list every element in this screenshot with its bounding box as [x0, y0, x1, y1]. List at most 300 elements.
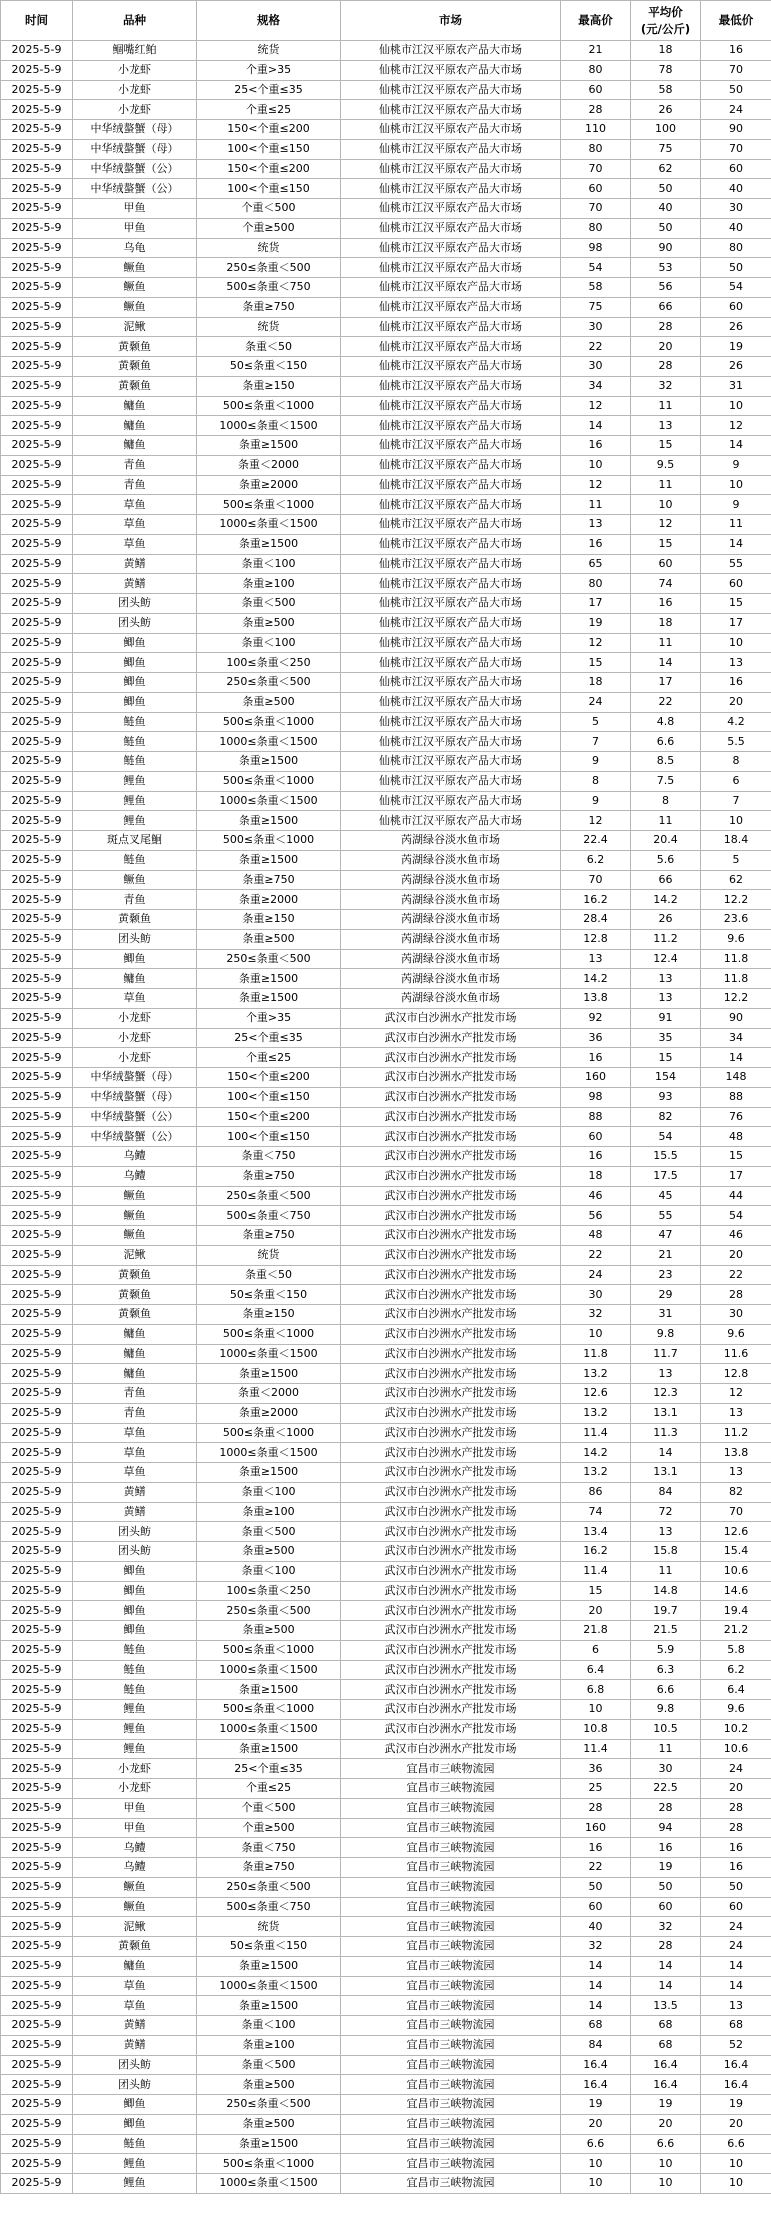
cell-min-price: 50 — [701, 258, 771, 278]
cell-spec: 500≤条重＜1000 — [197, 2154, 341, 2174]
cell-spec: 条重≥1500 — [197, 1680, 341, 1700]
cell-max-price: 68 — [561, 2016, 631, 2036]
cell-max-price: 19 — [561, 613, 631, 633]
cell-min-price: 18.4 — [701, 831, 771, 851]
table-row — [1, 633, 771, 653]
cell-avg-price: 14 — [631, 1956, 701, 1976]
table-row — [1, 1680, 771, 1700]
cell-avg-price: 8 — [631, 791, 701, 811]
cell-min-price: 10 — [701, 475, 771, 495]
cell-market: 武汉市白沙洲水产批发市场 — [341, 1324, 561, 1344]
cell-min-price: 5.8 — [701, 1640, 771, 1660]
cell-max-price: 32 — [561, 1937, 631, 1957]
cell-date: 2025-5-9 — [1, 1700, 73, 1720]
cell-min-price: 17 — [701, 613, 771, 633]
cell-min-price: 62 — [701, 870, 771, 890]
cell-market: 武汉市白沙洲水产批发市场 — [341, 1206, 561, 1226]
table-row — [1, 1245, 771, 1265]
cell-spec: 250≤条重＜500 — [197, 1877, 341, 1897]
cell-spec: 条重≥500 — [197, 929, 341, 949]
cell-variety: 黄鳝 — [73, 1502, 197, 1522]
cell-market: 仙桃市江汉平原农产品大市场 — [341, 594, 561, 614]
table-row — [1, 811, 771, 831]
cell-date: 2025-5-9 — [1, 2055, 73, 2075]
cell-spec: 250≤条重＜500 — [197, 258, 341, 278]
cell-variety: 鲤鱼 — [73, 771, 197, 791]
cell-max-price: 10 — [561, 1700, 631, 1720]
header-spec: 规格 — [197, 1, 341, 41]
cell-max-price: 160 — [561, 1068, 631, 1088]
cell-market: 芮湖绿谷淡水鱼市场 — [341, 910, 561, 930]
cell-spec: 条重≥500 — [197, 2075, 341, 2095]
cell-date: 2025-5-9 — [1, 890, 73, 910]
cell-market: 武汉市白沙洲水产批发市场 — [341, 1068, 561, 1088]
cell-market: 芮湖绿谷淡水鱼市场 — [341, 850, 561, 870]
cell-max-price: 14 — [561, 1996, 631, 2016]
cell-max-price: 36 — [561, 1028, 631, 1048]
cell-spec: 150<个重≤200 — [197, 1107, 341, 1127]
cell-max-price: 25 — [561, 1779, 631, 1799]
cell-max-price: 6 — [561, 1640, 631, 1660]
cell-variety: 鲫鱼 — [73, 692, 197, 712]
cell-market: 宜昌市三峡物流园 — [341, 2055, 561, 2075]
cell-variety: 泥鳅 — [73, 317, 197, 337]
cell-spec: 条重≥500 — [197, 1621, 341, 1641]
cell-variety: 鳙鱼 — [73, 1956, 197, 1976]
cell-max-price: 14.2 — [561, 1443, 631, 1463]
cell-variety: 鲢鱼 — [73, 1660, 197, 1680]
cell-variety: 鲤鱼 — [73, 811, 197, 831]
cell-max-price: 14 — [561, 1976, 631, 1996]
cell-max-price: 16 — [561, 534, 631, 554]
table-row — [1, 199, 771, 219]
cell-spec: 250≤条重＜500 — [197, 2095, 341, 2115]
cell-market: 仙桃市江汉平原农产品大市场 — [341, 41, 561, 61]
cell-market: 武汉市白沙洲水产批发市场 — [341, 1226, 561, 1246]
cell-date: 2025-5-9 — [1, 258, 73, 278]
cell-min-price: 44 — [701, 1186, 771, 1206]
cell-spec: 条重≥500 — [197, 1542, 341, 1562]
cell-variety: 草鱼 — [73, 1423, 197, 1443]
cell-date: 2025-5-9 — [1, 594, 73, 614]
cell-market: 仙桃市江汉平原农产品大市场 — [341, 80, 561, 100]
cell-market: 仙桃市江汉平原农产品大市场 — [341, 732, 561, 752]
cell-date: 2025-5-9 — [1, 495, 73, 515]
cell-date: 2025-5-9 — [1, 949, 73, 969]
cell-spec: 个重≤25 — [197, 1779, 341, 1799]
cell-spec: 条重＜100 — [197, 1482, 341, 1502]
cell-spec: 100<个重≤150 — [197, 139, 341, 159]
cell-avg-price: 12 — [631, 515, 701, 535]
cell-variety: 鲫鱼 — [73, 2095, 197, 2115]
cell-spec: 条重≥100 — [197, 1502, 341, 1522]
cell-spec: 个重≤25 — [197, 1048, 341, 1068]
cell-date: 2025-5-9 — [1, 2174, 73, 2194]
table-row — [1, 594, 771, 614]
cell-max-price: 98 — [561, 1087, 631, 1107]
cell-avg-price: 74 — [631, 574, 701, 594]
cell-min-price: 13 — [701, 1403, 771, 1423]
cell-avg-price: 26 — [631, 910, 701, 930]
table-row — [1, 2035, 771, 2055]
cell-date: 2025-5-9 — [1, 1147, 73, 1167]
cell-min-price: 19.4 — [701, 1601, 771, 1621]
cell-avg-price: 68 — [631, 2016, 701, 2036]
cell-spec: 条重＜750 — [197, 1147, 341, 1167]
cell-spec: 个重＜500 — [197, 1798, 341, 1818]
cell-spec: 统货 — [197, 1245, 341, 1265]
table-row — [1, 1087, 771, 1107]
cell-spec: 条重＜2000 — [197, 455, 341, 475]
cell-spec: 条重≥750 — [197, 1166, 341, 1186]
cell-variety: 中华绒螯蟹（公） — [73, 179, 197, 199]
cell-variety: 鲤鱼 — [73, 1719, 197, 1739]
cell-variety: 草鱼 — [73, 1996, 197, 2016]
cell-spec: 500≤条重＜1000 — [197, 771, 341, 791]
cell-spec: 条重≥1500 — [197, 1739, 341, 1759]
cell-date: 2025-5-9 — [1, 475, 73, 495]
cell-avg-price: 16 — [631, 1838, 701, 1858]
cell-spec: 条重≥750 — [197, 297, 341, 317]
cell-variety: 草鱼 — [73, 534, 197, 554]
cell-variety: 鳜鱼 — [73, 1206, 197, 1226]
cell-market: 武汉市白沙洲水产批发市场 — [341, 1028, 561, 1048]
cell-market: 芮湖绿谷淡水鱼市场 — [341, 929, 561, 949]
cell-date: 2025-5-9 — [1, 2134, 73, 2154]
cell-avg-price: 75 — [631, 139, 701, 159]
cell-min-price: 40 — [701, 179, 771, 199]
cell-max-price: 5 — [561, 712, 631, 732]
cell-spec: 条重≥2000 — [197, 1403, 341, 1423]
cell-variety: 鲤鱼 — [73, 2174, 197, 2194]
cell-min-price: 30 — [701, 199, 771, 219]
cell-date: 2025-5-9 — [1, 1838, 73, 1858]
cell-date: 2025-5-9 — [1, 297, 73, 317]
cell-max-price: 9 — [561, 791, 631, 811]
cell-min-price: 10 — [701, 2154, 771, 2174]
cell-market: 仙桃市江汉平原农产品大市场 — [341, 475, 561, 495]
cell-date: 2025-5-9 — [1, 357, 73, 377]
cell-spec: 100<个重≤150 — [197, 1087, 341, 1107]
table-row — [1, 2134, 771, 2154]
table-row — [1, 100, 771, 120]
table-row — [1, 1443, 771, 1463]
cell-max-price: 16 — [561, 436, 631, 456]
cell-variety: 草鱼 — [73, 989, 197, 1009]
cell-date: 2025-5-9 — [1, 910, 73, 930]
table-body — [1, 41, 771, 2194]
cell-max-price: 80 — [561, 574, 631, 594]
cell-market: 宜昌市三峡物流园 — [341, 1937, 561, 1957]
cell-min-price: 12 — [701, 1384, 771, 1404]
table-row — [1, 258, 771, 278]
cell-variety: 黄鳝 — [73, 2035, 197, 2055]
cell-avg-price: 17 — [631, 673, 701, 693]
cell-variety: 黄颡鱼 — [73, 1285, 197, 1305]
cell-max-price: 13.2 — [561, 1364, 631, 1384]
cell-spec: 个重＜500 — [197, 199, 341, 219]
cell-avg-price: 6.6 — [631, 2134, 701, 2154]
cell-avg-price: 14 — [631, 1443, 701, 1463]
cell-spec: 25<个重≤35 — [197, 80, 341, 100]
cell-min-price: 24 — [701, 100, 771, 120]
table-row — [1, 1127, 771, 1147]
cell-max-price: 12.8 — [561, 929, 631, 949]
cell-spec: 条重＜100 — [197, 2016, 341, 2036]
cell-avg-price: 11 — [631, 396, 701, 416]
cell-date: 2025-5-9 — [1, 455, 73, 475]
cell-min-price: 9.6 — [701, 929, 771, 949]
cell-avg-price: 14 — [631, 653, 701, 673]
cell-market: 武汉市白沙洲水产批发市场 — [341, 1660, 561, 1680]
table-row — [1, 1581, 771, 1601]
cell-spec: 条重≥750 — [197, 1226, 341, 1246]
cell-market: 武汉市白沙洲水产批发市场 — [341, 1364, 561, 1384]
cell-min-price: 10 — [701, 2174, 771, 2194]
cell-avg-price: 40 — [631, 199, 701, 219]
cell-date: 2025-5-9 — [1, 2114, 73, 2134]
cell-market: 仙桃市江汉平原农产品大市场 — [341, 60, 561, 80]
cell-market: 武汉市白沙洲水产批发市场 — [341, 1305, 561, 1325]
cell-variety: 草鱼 — [73, 515, 197, 535]
cell-avg-price: 6.6 — [631, 732, 701, 752]
cell-market: 仙桃市江汉平原农产品大市场 — [341, 633, 561, 653]
table-row — [1, 80, 771, 100]
cell-variety: 草鱼 — [73, 1976, 197, 1996]
cell-variety: 小龙虾 — [73, 60, 197, 80]
cell-max-price: 13 — [561, 949, 631, 969]
cell-market: 宜昌市三峡物流园 — [341, 2114, 561, 2134]
cell-avg-price: 21.5 — [631, 1621, 701, 1641]
cell-date: 2025-5-9 — [1, 989, 73, 1009]
cell-avg-price: 15 — [631, 436, 701, 456]
cell-min-price: 12 — [701, 416, 771, 436]
cell-market: 武汉市白沙洲水产批发市场 — [341, 1087, 561, 1107]
table-row — [1, 1482, 771, 1502]
cell-date: 2025-5-9 — [1, 1561, 73, 1581]
table-row — [1, 1364, 771, 1384]
cell-variety: 黄鳝 — [73, 554, 197, 574]
cell-market: 宜昌市三峡物流园 — [341, 1838, 561, 1858]
table-row — [1, 732, 771, 752]
cell-variety: 小龙虾 — [73, 1759, 197, 1779]
cell-avg-price: 22 — [631, 692, 701, 712]
cell-avg-price: 15 — [631, 1048, 701, 1068]
cell-market: 武汉市白沙洲水产批发市场 — [341, 1621, 561, 1641]
cell-spec: 条重＜750 — [197, 1838, 341, 1858]
cell-variety: 鲢鱼 — [73, 850, 197, 870]
table-row — [1, 120, 771, 140]
cell-spec: 150<个重≤200 — [197, 159, 341, 179]
cell-variety: 鳙鱼 — [73, 436, 197, 456]
cell-spec: 100≤条重＜250 — [197, 653, 341, 673]
cell-date: 2025-5-9 — [1, 1621, 73, 1641]
cell-max-price: 30 — [561, 357, 631, 377]
cell-min-price: 14 — [701, 1956, 771, 1976]
cell-avg-price: 5.6 — [631, 850, 701, 870]
cell-min-price: 6.6 — [701, 2134, 771, 2154]
cell-avg-price: 68 — [631, 2035, 701, 2055]
table-row — [1, 159, 771, 179]
table-row — [1, 1463, 771, 1483]
cell-spec: 条重＜100 — [197, 554, 341, 574]
cell-avg-price: 18 — [631, 41, 701, 61]
cell-avg-price: 21 — [631, 1245, 701, 1265]
cell-market: 仙桃市江汉平原农产品大市场 — [341, 297, 561, 317]
cell-variety: 青鱼 — [73, 1403, 197, 1423]
cell-avg-price: 32 — [631, 1917, 701, 1937]
cell-variety: 鲫鱼 — [73, 633, 197, 653]
table-row — [1, 337, 771, 357]
cell-date: 2025-5-9 — [1, 218, 73, 238]
cell-market: 宜昌市三峡物流园 — [341, 1897, 561, 1917]
cell-market: 宜昌市三峡物流园 — [341, 1798, 561, 1818]
cell-max-price: 19 — [561, 2095, 631, 2115]
cell-min-price: 46 — [701, 1226, 771, 1246]
cell-market: 仙桃市江汉平原农产品大市场 — [341, 357, 561, 377]
table-row — [1, 1956, 771, 1976]
cell-max-price: 80 — [561, 218, 631, 238]
cell-market: 仙桃市江汉平原农产品大市场 — [341, 278, 561, 298]
table-row — [1, 1818, 771, 1838]
table-row — [1, 1068, 771, 1088]
cell-max-price: 22 — [561, 1245, 631, 1265]
table-row — [1, 2154, 771, 2174]
cell-min-price: 34 — [701, 1028, 771, 1048]
cell-max-price: 22 — [561, 337, 631, 357]
table-row — [1, 2114, 771, 2134]
table-row — [1, 1561, 771, 1581]
cell-market: 武汉市白沙洲水产批发市场 — [341, 1640, 561, 1660]
cell-min-price: 26 — [701, 317, 771, 337]
cell-variety: 小龙虾 — [73, 1028, 197, 1048]
cell-market: 宜昌市三峡物流园 — [341, 1976, 561, 1996]
cell-avg-price: 11 — [631, 633, 701, 653]
cell-avg-price: 14.8 — [631, 1581, 701, 1601]
cell-date: 2025-5-9 — [1, 159, 73, 179]
cell-variety: 鳜鱼 — [73, 1877, 197, 1897]
cell-spec: 条重≥750 — [197, 870, 341, 890]
cell-avg-price: 16.4 — [631, 2055, 701, 2075]
table-row — [1, 41, 771, 61]
cell-market: 武汉市白沙洲水产批发市场 — [341, 1581, 561, 1601]
cell-date: 2025-5-9 — [1, 515, 73, 535]
table-row — [1, 2016, 771, 2036]
cell-spec: 个重≥500 — [197, 1818, 341, 1838]
cell-spec: 统货 — [197, 41, 341, 61]
cell-spec: 统货 — [197, 238, 341, 258]
cell-date: 2025-5-9 — [1, 1265, 73, 1285]
cell-avg-price: 13 — [631, 416, 701, 436]
cell-variety: 鲤鱼 — [73, 791, 197, 811]
cell-spec: 500≤条重＜750 — [197, 1897, 341, 1917]
cell-avg-price: 72 — [631, 1502, 701, 1522]
cell-spec: 500≤条重＜1000 — [197, 712, 341, 732]
table-row — [1, 771, 771, 791]
cell-variety: 黄鳝 — [73, 2016, 197, 2036]
cell-min-price: 19 — [701, 2095, 771, 2115]
cell-market: 宜昌市三峡物流园 — [341, 1759, 561, 1779]
cell-min-price: 54 — [701, 278, 771, 298]
table-row — [1, 554, 771, 574]
cell-market: 武汉市白沙洲水产批发市场 — [341, 1522, 561, 1542]
cell-min-price: 90 — [701, 120, 771, 140]
cell-market: 仙桃市江汉平原农产品大市场 — [341, 692, 561, 712]
cell-max-price: 11.8 — [561, 1344, 631, 1364]
table-row — [1, 1798, 771, 1818]
cell-date: 2025-5-9 — [1, 1285, 73, 1305]
cell-min-price: 13 — [701, 1996, 771, 2016]
table-row — [1, 1719, 771, 1739]
table-row — [1, 376, 771, 396]
cell-min-price: 15.4 — [701, 1542, 771, 1562]
cell-date: 2025-5-9 — [1, 1107, 73, 1127]
cell-date: 2025-5-9 — [1, 2075, 73, 2095]
table-row — [1, 1265, 771, 1285]
cell-market: 武汉市白沙洲水产批发市场 — [341, 1482, 561, 1502]
cell-min-price: 55 — [701, 554, 771, 574]
cell-market: 仙桃市江汉平原农产品大市场 — [341, 673, 561, 693]
cell-spec: 条重≥500 — [197, 692, 341, 712]
cell-min-price: 26 — [701, 357, 771, 377]
cell-avg-price: 45 — [631, 1186, 701, 1206]
cell-date: 2025-5-9 — [1, 673, 73, 693]
cell-avg-price: 10 — [631, 2174, 701, 2194]
table-row — [1, 929, 771, 949]
cell-variety: 鲫鱼 — [73, 949, 197, 969]
cell-avg-price: 53 — [631, 258, 701, 278]
cell-spec: 条重≥1500 — [197, 850, 341, 870]
table-row — [1, 1048, 771, 1068]
cell-spec: 500≤条重＜1000 — [197, 1423, 341, 1443]
cell-date: 2025-5-9 — [1, 120, 73, 140]
cell-max-price: 11 — [561, 495, 631, 515]
cell-date: 2025-5-9 — [1, 179, 73, 199]
table-row — [1, 1008, 771, 1028]
cell-market: 武汉市白沙洲水产批发市场 — [341, 1344, 561, 1364]
cell-date: 2025-5-9 — [1, 554, 73, 574]
cell-spec: 个重≥500 — [197, 218, 341, 238]
table-row — [1, 1838, 771, 1858]
cell-date: 2025-5-9 — [1, 1739, 73, 1759]
cell-spec: 条重≥1500 — [197, 1956, 341, 1976]
table-row — [1, 2174, 771, 2194]
cell-date: 2025-5-9 — [1, 1522, 73, 1542]
cell-min-price: 16.4 — [701, 2055, 771, 2075]
cell-variety: 泥鳅 — [73, 1245, 197, 1265]
cell-min-price: 88 — [701, 1087, 771, 1107]
cell-variety: 鳜鱼 — [73, 1186, 197, 1206]
cell-avg-price: 91 — [631, 1008, 701, 1028]
table-row — [1, 1305, 771, 1325]
cell-market: 武汉市白沙洲水产批发市场 — [341, 1107, 561, 1127]
cell-variety: 鲤鱼 — [73, 1700, 197, 1720]
cell-variety: 鳙鱼 — [73, 396, 197, 416]
cell-max-price: 10 — [561, 1324, 631, 1344]
cell-date: 2025-5-9 — [1, 1008, 73, 1028]
cell-avg-price: 58 — [631, 80, 701, 100]
cell-avg-price: 26 — [631, 100, 701, 120]
table-row — [1, 969, 771, 989]
cell-max-price: 24 — [561, 1265, 631, 1285]
cell-avg-price: 14 — [631, 1976, 701, 1996]
cell-date: 2025-5-9 — [1, 1048, 73, 1068]
table-row — [1, 850, 771, 870]
cell-avg-price: 29 — [631, 1285, 701, 1305]
cell-min-price: 9 — [701, 455, 771, 475]
cell-min-price: 31 — [701, 376, 771, 396]
table-row — [1, 416, 771, 436]
